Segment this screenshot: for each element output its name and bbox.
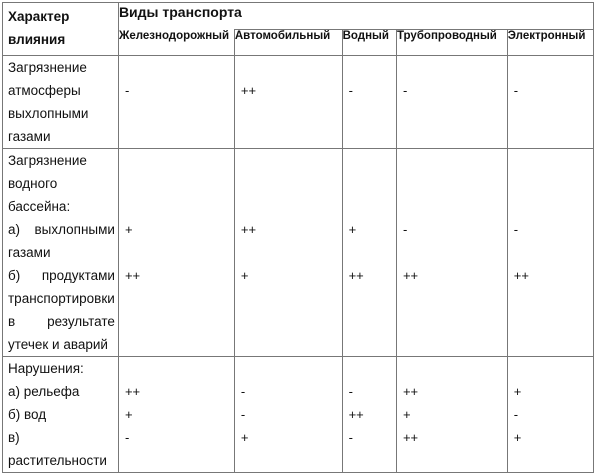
cell-value: ++	[402, 384, 419, 399]
row-label-line: Загрязнение	[8, 60, 87, 75]
cell-value: -	[240, 384, 246, 399]
header-row-1	[3, 3, 594, 30]
cell-railway	[118, 149, 234, 357]
cell-pipeline	[396, 56, 507, 149]
cell-electronic	[507, 357, 593, 473]
cell-value: ++	[124, 384, 141, 399]
cell-value	[343, 56, 396, 79]
cell-value: +	[240, 268, 249, 283]
row-label-line: утечек и аварий	[8, 337, 108, 352]
characteristic-header-line: Характер	[8, 9, 70, 24]
transport-types-header: Виды транспорта	[118, 3, 593, 30]
column-header-railway: Железнодорожный	[118, 30, 234, 56]
row-label-line: в)	[8, 430, 20, 445]
cell-pipeline	[396, 149, 507, 357]
cell-water	[342, 56, 396, 149]
cell-value: ++	[513, 268, 529, 283]
cell-value: ++	[348, 268, 364, 283]
cell-value: -	[402, 83, 408, 98]
row-label-line: в результате	[8, 314, 115, 329]
row-label-line: растительности	[8, 453, 107, 468]
cell-value	[119, 56, 234, 79]
cell-value: -	[402, 222, 408, 237]
column-header-automobile: Автомобильный	[234, 30, 342, 56]
cell-electronic	[507, 149, 593, 357]
cell-value: -	[124, 430, 130, 445]
row-label-line: а) выхлопными	[8, 222, 115, 237]
cell-value: ++	[240, 83, 257, 98]
table-row	[3, 56, 594, 149]
table-row	[3, 149, 594, 357]
cell-value: +	[513, 384, 522, 399]
cell-water	[342, 149, 396, 357]
cell-value: -	[348, 384, 353, 399]
cell-value: -	[124, 83, 130, 98]
characteristic-header-line: влияния	[8, 32, 66, 47]
column-header-water: Водный	[342, 30, 396, 56]
row-label-line: а) рельефа	[8, 384, 80, 399]
cell-pipeline	[396, 357, 507, 473]
cell-automobile	[234, 357, 342, 473]
row-label	[3, 357, 119, 473]
cell-automobile	[234, 149, 342, 357]
cell-value: -	[348, 430, 353, 445]
row-label	[3, 56, 119, 149]
row-label-line: газами	[8, 129, 51, 144]
cell-value: ++	[402, 430, 419, 445]
cell-value: +	[513, 430, 522, 445]
cell-value: +	[240, 430, 249, 445]
row-label-line: Нарушения:	[8, 361, 84, 376]
characteristic-header	[3, 3, 119, 56]
row-label-line: газами	[8, 245, 51, 260]
column-header-electronic: Электронный	[507, 30, 593, 56]
cell-value: -	[513, 222, 519, 237]
cell-value: -	[513, 83, 519, 98]
row-label-line: атмосферы	[8, 83, 81, 98]
row-label	[3, 149, 119, 357]
row-label-line: б) продуктами	[8, 268, 115, 283]
cell-railway	[118, 357, 234, 473]
row-label-line: Загрязнение	[8, 153, 87, 168]
row-label-line: выхлопными	[8, 106, 89, 121]
cell-value: +	[402, 407, 411, 422]
cell-value: ++	[348, 407, 364, 422]
cell-value: ++	[124, 268, 141, 283]
cell-value: -	[513, 407, 519, 422]
cell-value	[508, 56, 593, 79]
cell-value: ++	[402, 268, 419, 283]
cell-automobile	[234, 56, 342, 149]
row-label-line: транспортировки	[8, 291, 115, 306]
cell-value: -	[348, 83, 353, 98]
row-label-line: водного	[8, 176, 58, 191]
cell-water	[342, 357, 396, 473]
cell-value: ++	[240, 222, 257, 237]
cell-value	[397, 56, 507, 79]
row-label-line: бассейна:	[8, 199, 71, 214]
transport-impact-table	[2, 2, 594, 473]
cell-value: +	[124, 407, 133, 422]
cell-value: -	[240, 407, 246, 422]
cell-railway	[118, 56, 234, 149]
column-header-pipeline: Трубопроводный	[396, 30, 507, 56]
cell-value	[235, 56, 342, 79]
cell-value: +	[124, 222, 133, 237]
cell-electronic	[507, 56, 593, 149]
cell-value: +	[348, 222, 357, 237]
row-label-line: б) вод	[8, 407, 47, 422]
table-row	[3, 357, 594, 473]
